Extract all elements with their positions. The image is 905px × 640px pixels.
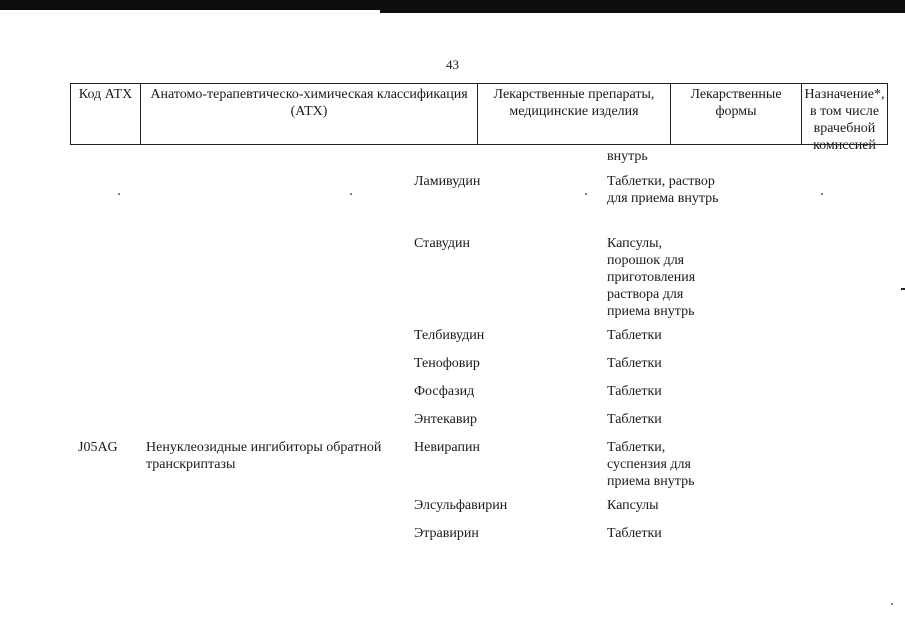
atc-code: J05AG — [78, 440, 118, 455]
scan-edge-bar — [0, 0, 905, 10]
drug-name: Тенофовир — [414, 356, 480, 371]
drug-name: Невирапин — [414, 440, 480, 455]
dosage-form: Таблетки, раствор для приема внутрь — [607, 174, 719, 206]
drug-name: Фосфазид — [414, 384, 475, 399]
scan-speck — [118, 193, 120, 195]
dosage-form: Капсулы — [607, 498, 659, 513]
atc-classification: Ненуклеозидные ингибиторы обратной транскриптазы — [146, 440, 382, 472]
dosage-form: Таблетки — [607, 412, 662, 427]
drug-name: Ламивудин — [414, 174, 481, 189]
drug-name: Этравирин — [414, 526, 479, 541]
table-header — [70, 83, 888, 153]
dosage-form: Таблетки — [607, 526, 662, 541]
scan-speck — [350, 193, 352, 195]
dosage-form: Таблетки — [607, 356, 662, 371]
header-drugs: Лекарственные препараты, медицинские изделия — [477, 84, 670, 144]
dosage-form: Таблетки — [607, 384, 662, 399]
page-number: 43 — [446, 57, 459, 72]
scan-speck — [821, 193, 823, 195]
dosage-form: Таблетки, суспензия для приема внутрь — [607, 440, 695, 489]
drug-name: Телбивудин — [414, 328, 485, 343]
dosage-form: Таблетки — [607, 328, 662, 343]
header-code: Код АТХ — [78, 87, 133, 102]
scan-edge-bar-thin — [380, 10, 905, 13]
drug-name: Энтекавир — [414, 412, 477, 427]
dosage-form: внутрь — [607, 149, 648, 164]
scan-speck — [891, 603, 893, 605]
header-atc-classification: Анатомо-терапевтическо-химическая классификация (АТХ) — [140, 84, 477, 144]
header-purpose: Назначение*, в том числе врачебной комиссией — [801, 84, 887, 144]
drug-name: Элсульфавирин — [414, 498, 508, 513]
header-dosage-forms: Лекарственные формы — [670, 84, 801, 144]
drug-name: Ставудин — [414, 236, 471, 251]
scan-speck — [585, 193, 587, 195]
scan-margin-mark — [901, 288, 905, 290]
dosage-form: Капсулы, порошок для приготовления раствора для приема внутрь — [607, 236, 696, 319]
